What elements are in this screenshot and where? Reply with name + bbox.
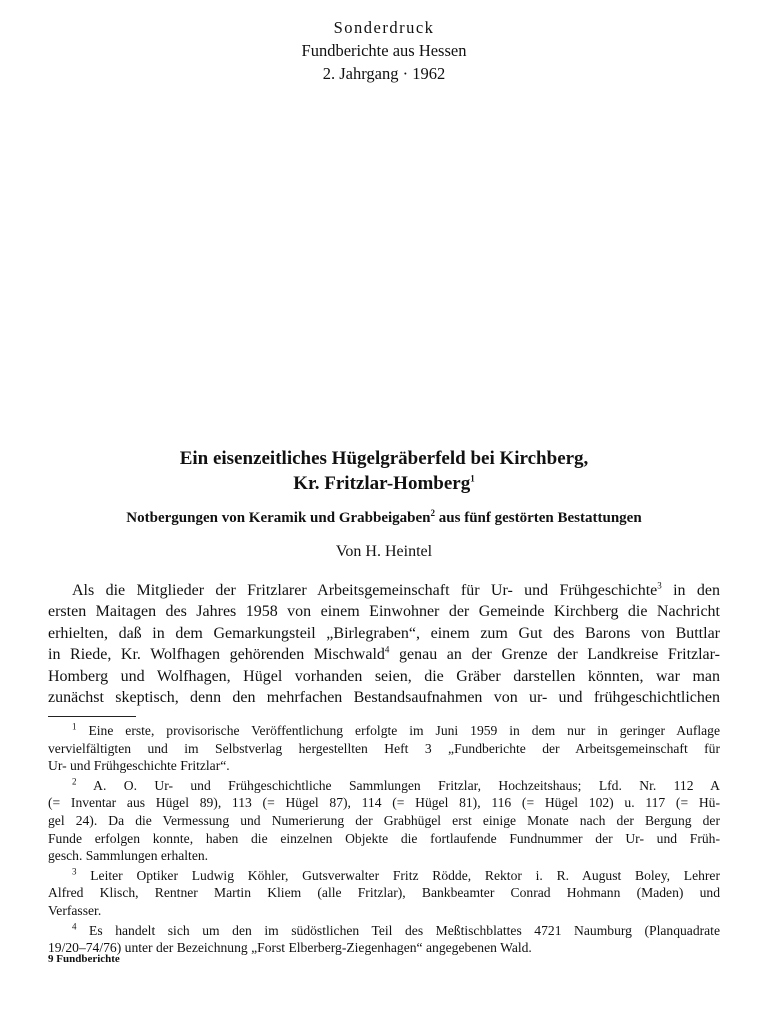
offprint-header	[0, 16, 768, 85]
body-line: zunächst skeptisch, denn den mehrfachen Bestandsaufnahmen von ur- und frühgeschichtlichen	[48, 689, 720, 707]
footnote-1	[48, 722, 720, 775]
footnote-line: vervielfältigten und im Selbstverlag hergestellten Heft 3 „Fundberichte der Arbeitsgemeinschaft für	[48, 740, 720, 756]
article-subtitle	[0, 508, 768, 528]
footnote-line: 19/20–74/76) unter der Bezeichnung „Forst Elberberg-Ziegenhagen“ angegebenen Wald.	[48, 940, 532, 956]
body-line: ersten Maitagen des Jahres 1958 von einem Einwohner der Gemeinde Kirchberg die Nachricht	[48, 603, 720, 621]
footnote-divider	[48, 716, 136, 717]
body-text: genau an der Grenze der Landkreise Fritzlar-	[389, 646, 720, 664]
subtitle-part-b: aus fünf gestörten Bestattungen	[435, 510, 642, 526]
footnote-line: (= Inventar aus Hügel 89), 113 (= Hügel 87), 114 (= Hügel 81), 116 (= Hügel 102) u. 117 (= Hü-	[48, 795, 720, 811]
footnote-line: Verfasser.	[48, 902, 102, 918]
body-text: in den	[661, 582, 721, 599]
footnote-line	[48, 722, 720, 740]
article-title-line-1: Ein eisenzeitliches Hügelgräberfeld bei Kirchberg,	[179, 448, 589, 469]
footnote-text: A. O. Ur- und Frühgeschichtliche Sammlungen Fritzlar, Hochzeitshaus; Lfd. Nr. 112 A	[76, 777, 720, 793]
footnote-ref: 3	[657, 580, 662, 591]
body-paragraph	[48, 580, 720, 708]
footnote-text: Eine erste, provisorische Veröffentlichung erfolgte im Juni 1959 in dem nur in geringer Auflage	[76, 723, 720, 738]
footnote-ref: 4	[384, 644, 390, 655]
footnote-line	[48, 922, 720, 940]
body-line	[48, 644, 720, 665]
footnote-line: gesch. Sammlungen erhalten.	[48, 848, 209, 864]
journal-name: Fundberichte aus Hessen	[301, 41, 467, 60]
footnote-line: gel 24). Da die Vermessung und Numerierung der Grabhügel erst einige Monate nach der Bergung der	[48, 812, 720, 828]
body-line	[48, 580, 720, 601]
body-line: erhielten, daß in dem Gemarkungsteil „Birlegraben“, einem zum Gut des Barons von Buttlar	[48, 624, 720, 642]
sheet-signature: 9 Fundberichte	[48, 953, 120, 965]
footnotes	[48, 722, 720, 959]
journal-volume: 2. Jahrgang · 1962	[322, 64, 446, 83]
footnote-mark: 4	[72, 921, 77, 931]
body-text: in Riede, Kr. Wolfhagen gehörenden Mischwald	[48, 646, 385, 664]
footnote-4	[48, 922, 720, 957]
footnote-mark: 1	[72, 721, 77, 732]
footnote-mark: 2	[72, 776, 77, 787]
subtitle-part-a: Notbergungen von Keramik und Grabbeigaben	[126, 510, 431, 526]
footnote-2	[48, 777, 720, 865]
footnote-ref: 1	[470, 473, 475, 484]
footnote-line	[48, 867, 720, 885]
footnote-mark: 3	[72, 866, 77, 877]
article-title-line-2: Kr. Fritzlar-Homberg	[293, 473, 471, 494]
footnote-line: Funde erfolgen konnte, haben die einzelnen Objekte die fortlaufende Fundnummer der Ur- und Früh-	[48, 830, 720, 846]
footnote-text: Leiter Optiker Ludwig Köhler, Gutsverwalter Fritz Rödde, Rektor i. R. August Boley, Lehrer	[76, 867, 720, 883]
body-line: Homberg und Wolfhagen, Hügel vorhanden seien, die Gräber darstellen könnten, war man	[48, 667, 720, 685]
body-text: Als die Mitglieder der Fritzlarer Arbeitsgemeinschaft für Ur- und Frühgeschichte	[72, 582, 658, 599]
footnote-line: Alfred Klisch, Rentner Martin Kliem (alle Fritzlar), Bankbeamter Conrad Hohmann (Maden) und	[48, 885, 720, 901]
article-title	[0, 446, 768, 496]
footnote-text: Es handelt sich um den im südöstlichen Teil des Meßtischblattes 4721 Naumburg (Planquadrate	[76, 922, 720, 938]
article-heading	[0, 446, 768, 562]
author-byline: Von H. Heintel	[335, 543, 433, 560]
footnote-line	[48, 777, 720, 795]
footnote-line: Ur- und Frühgeschichte Fritzlar“.	[48, 758, 230, 774]
footnote-ref: 2	[430, 508, 436, 518]
footnote-3	[48, 867, 720, 920]
offprint-label: Sonderdruck	[333, 18, 435, 37]
